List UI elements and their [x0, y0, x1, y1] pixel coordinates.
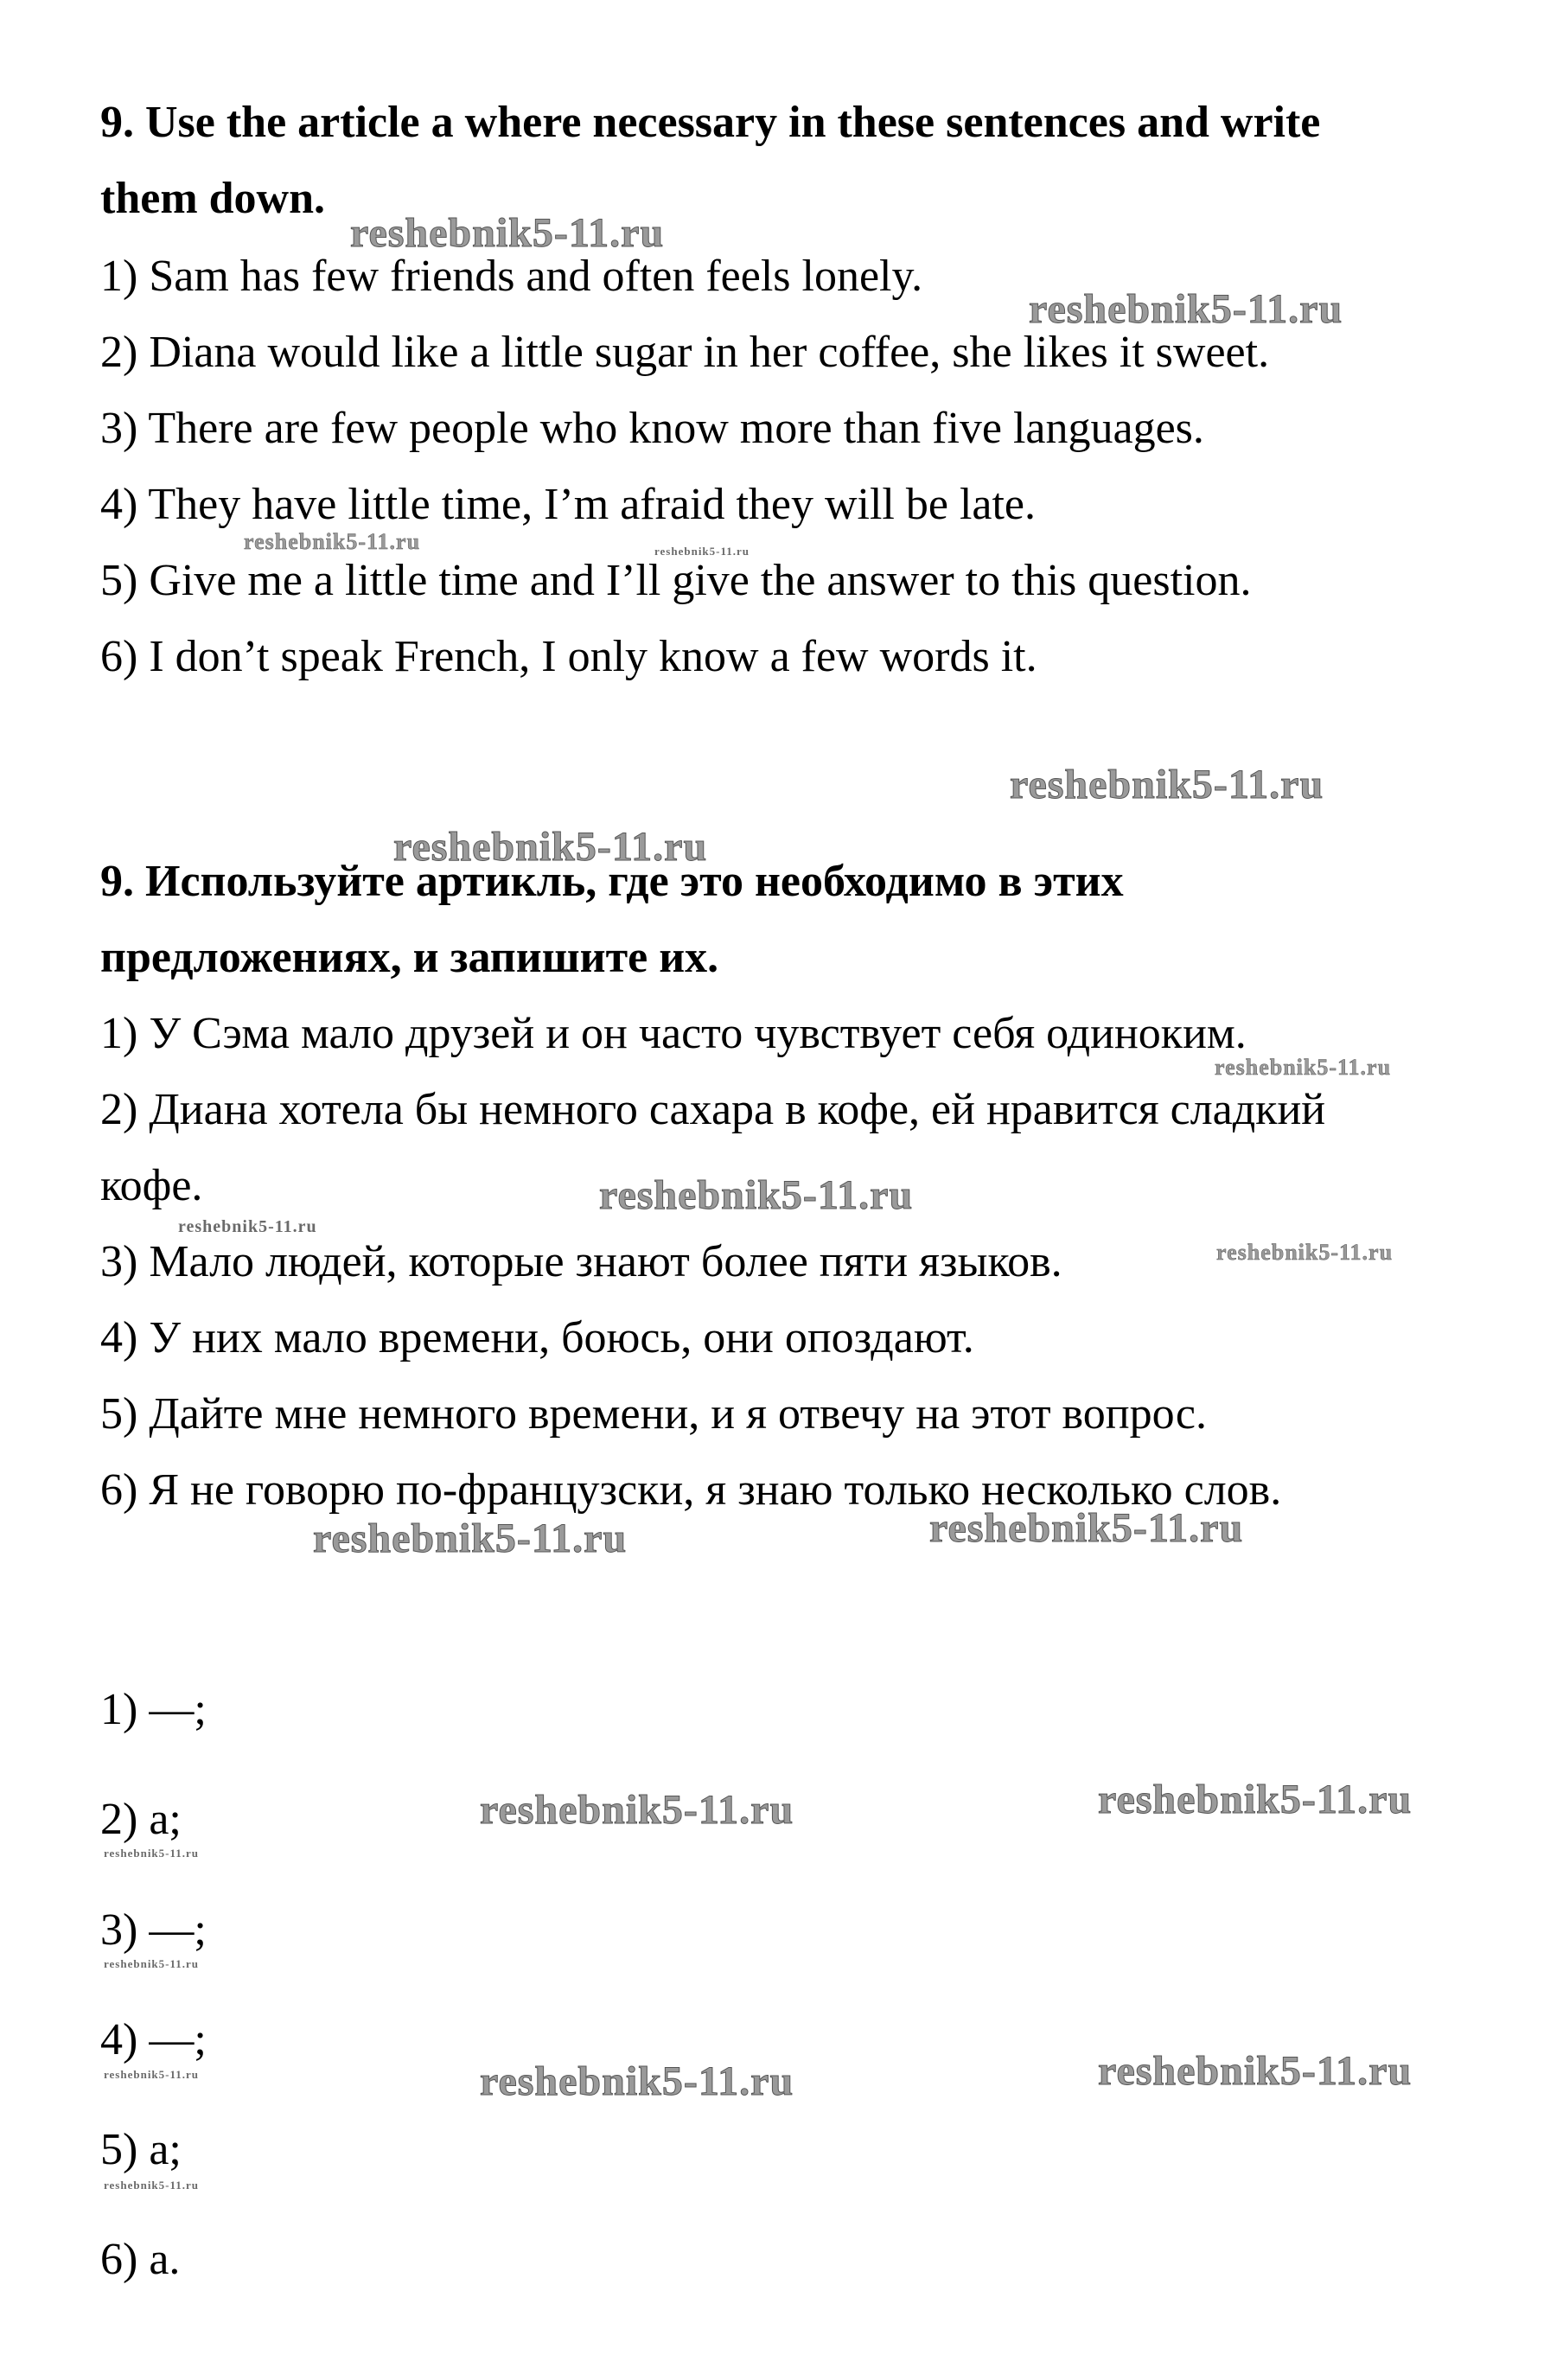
watermark: reshebnik5-11.ru — [393, 824, 708, 870]
watermark: reshebnik5-11.ru — [599, 1172, 914, 1218]
english-sentence-1: 1) Sam has few friends and often feels lonely. — [100, 252, 923, 301]
watermark: reshebnik5-11.ru — [350, 210, 665, 256]
watermark: reshebnik5-11.ru — [480, 1787, 794, 1833]
watermark: reshebnik5-11.ru — [1029, 286, 1343, 332]
answer-4: 4) —; — [100, 2015, 207, 2064]
watermark: reshebnik5-11.ru — [178, 1217, 317, 1236]
watermark: reshebnik5-11.ru — [104, 1847, 200, 1860]
russian-heading-line-2: предложениях, и запишите их. — [100, 933, 719, 982]
watermark: reshebnik5-11.ru — [929, 1505, 1244, 1551]
watermark: reshebnik5-11.ru — [480, 2058, 794, 2104]
english-sentence-2: 2) Diana would like a little sugar in her coffee, she likes it sweet. — [100, 328, 1270, 377]
watermark: reshebnik5-11.ru — [104, 2068, 200, 2081]
russian-sentence-6: 6) Я не говорю по-французски, я знаю только несколько слов. — [100, 1465, 1282, 1515]
english-sentence-4: 4) They have little time, I’m afraid they will be late. — [100, 480, 1036, 529]
russian-sentence-3: 3) Мало людей, которые знают более пяти языков. — [100, 1237, 1062, 1286]
watermark: reshebnik5-11.ru — [244, 529, 421, 554]
english-sentence-6: 6) I don’t speak French, I only know a few words it. — [100, 632, 1037, 681]
answer-1: 1) —; — [100, 1685, 207, 1734]
russian-sentence-2-cont: кофе. — [100, 1161, 203, 1210]
watermark: reshebnik5-11.ru — [313, 1515, 628, 1561]
answer-3: 3) —; — [100, 1905, 207, 1955]
watermark: reshebnik5-11.ru — [104, 2179, 200, 2192]
russian-heading-line-1: 9. Используйте артикль, где это необходимо в этих — [100, 857, 1124, 906]
watermark: reshebnik5-11.ru — [1098, 1777, 1413, 1822]
watermark: reshebnik5-11.ru — [654, 545, 750, 558]
russian-sentence-2: 2) Диана хотела бы немного сахара в кофе, ей нравится сладкий — [100, 1085, 1326, 1134]
watermark: reshebnik5-11.ru — [1010, 762, 1324, 807]
english-heading-line-1: 9. Use the article a where necessary in these sentences and write — [100, 98, 1321, 147]
russian-sentence-4: 4) У них мало времени, боюсь, они опоздают. — [100, 1313, 974, 1362]
answer-6: 6) a. — [100, 2235, 181, 2284]
answer-5: 5) a; — [100, 2125, 182, 2174]
watermark: reshebnik5-11.ru — [1098, 2048, 1413, 2094]
russian-sentence-1: 1) У Сэма мало друзей и он часто чувствует себя одиноким. — [100, 1009, 1247, 1058]
english-sentence-5: 5) Give me a little time and I’ll give the answer to this question. — [100, 556, 1252, 605]
watermark: reshebnik5-11.ru — [1216, 1240, 1394, 1265]
watermark: reshebnik5-11.ru — [1215, 1055, 1392, 1080]
english-heading-line-2: them down. — [100, 174, 326, 223]
answer-2: 2) a; — [100, 1795, 182, 1844]
english-sentence-3: 3) There are few people who know more than five languages. — [100, 404, 1204, 453]
watermark: reshebnik5-11.ru — [104, 1957, 200, 1970]
russian-sentence-5: 5) Дайте мне немного времени, и я отвечу на этот вопрос. — [100, 1389, 1207, 1439]
